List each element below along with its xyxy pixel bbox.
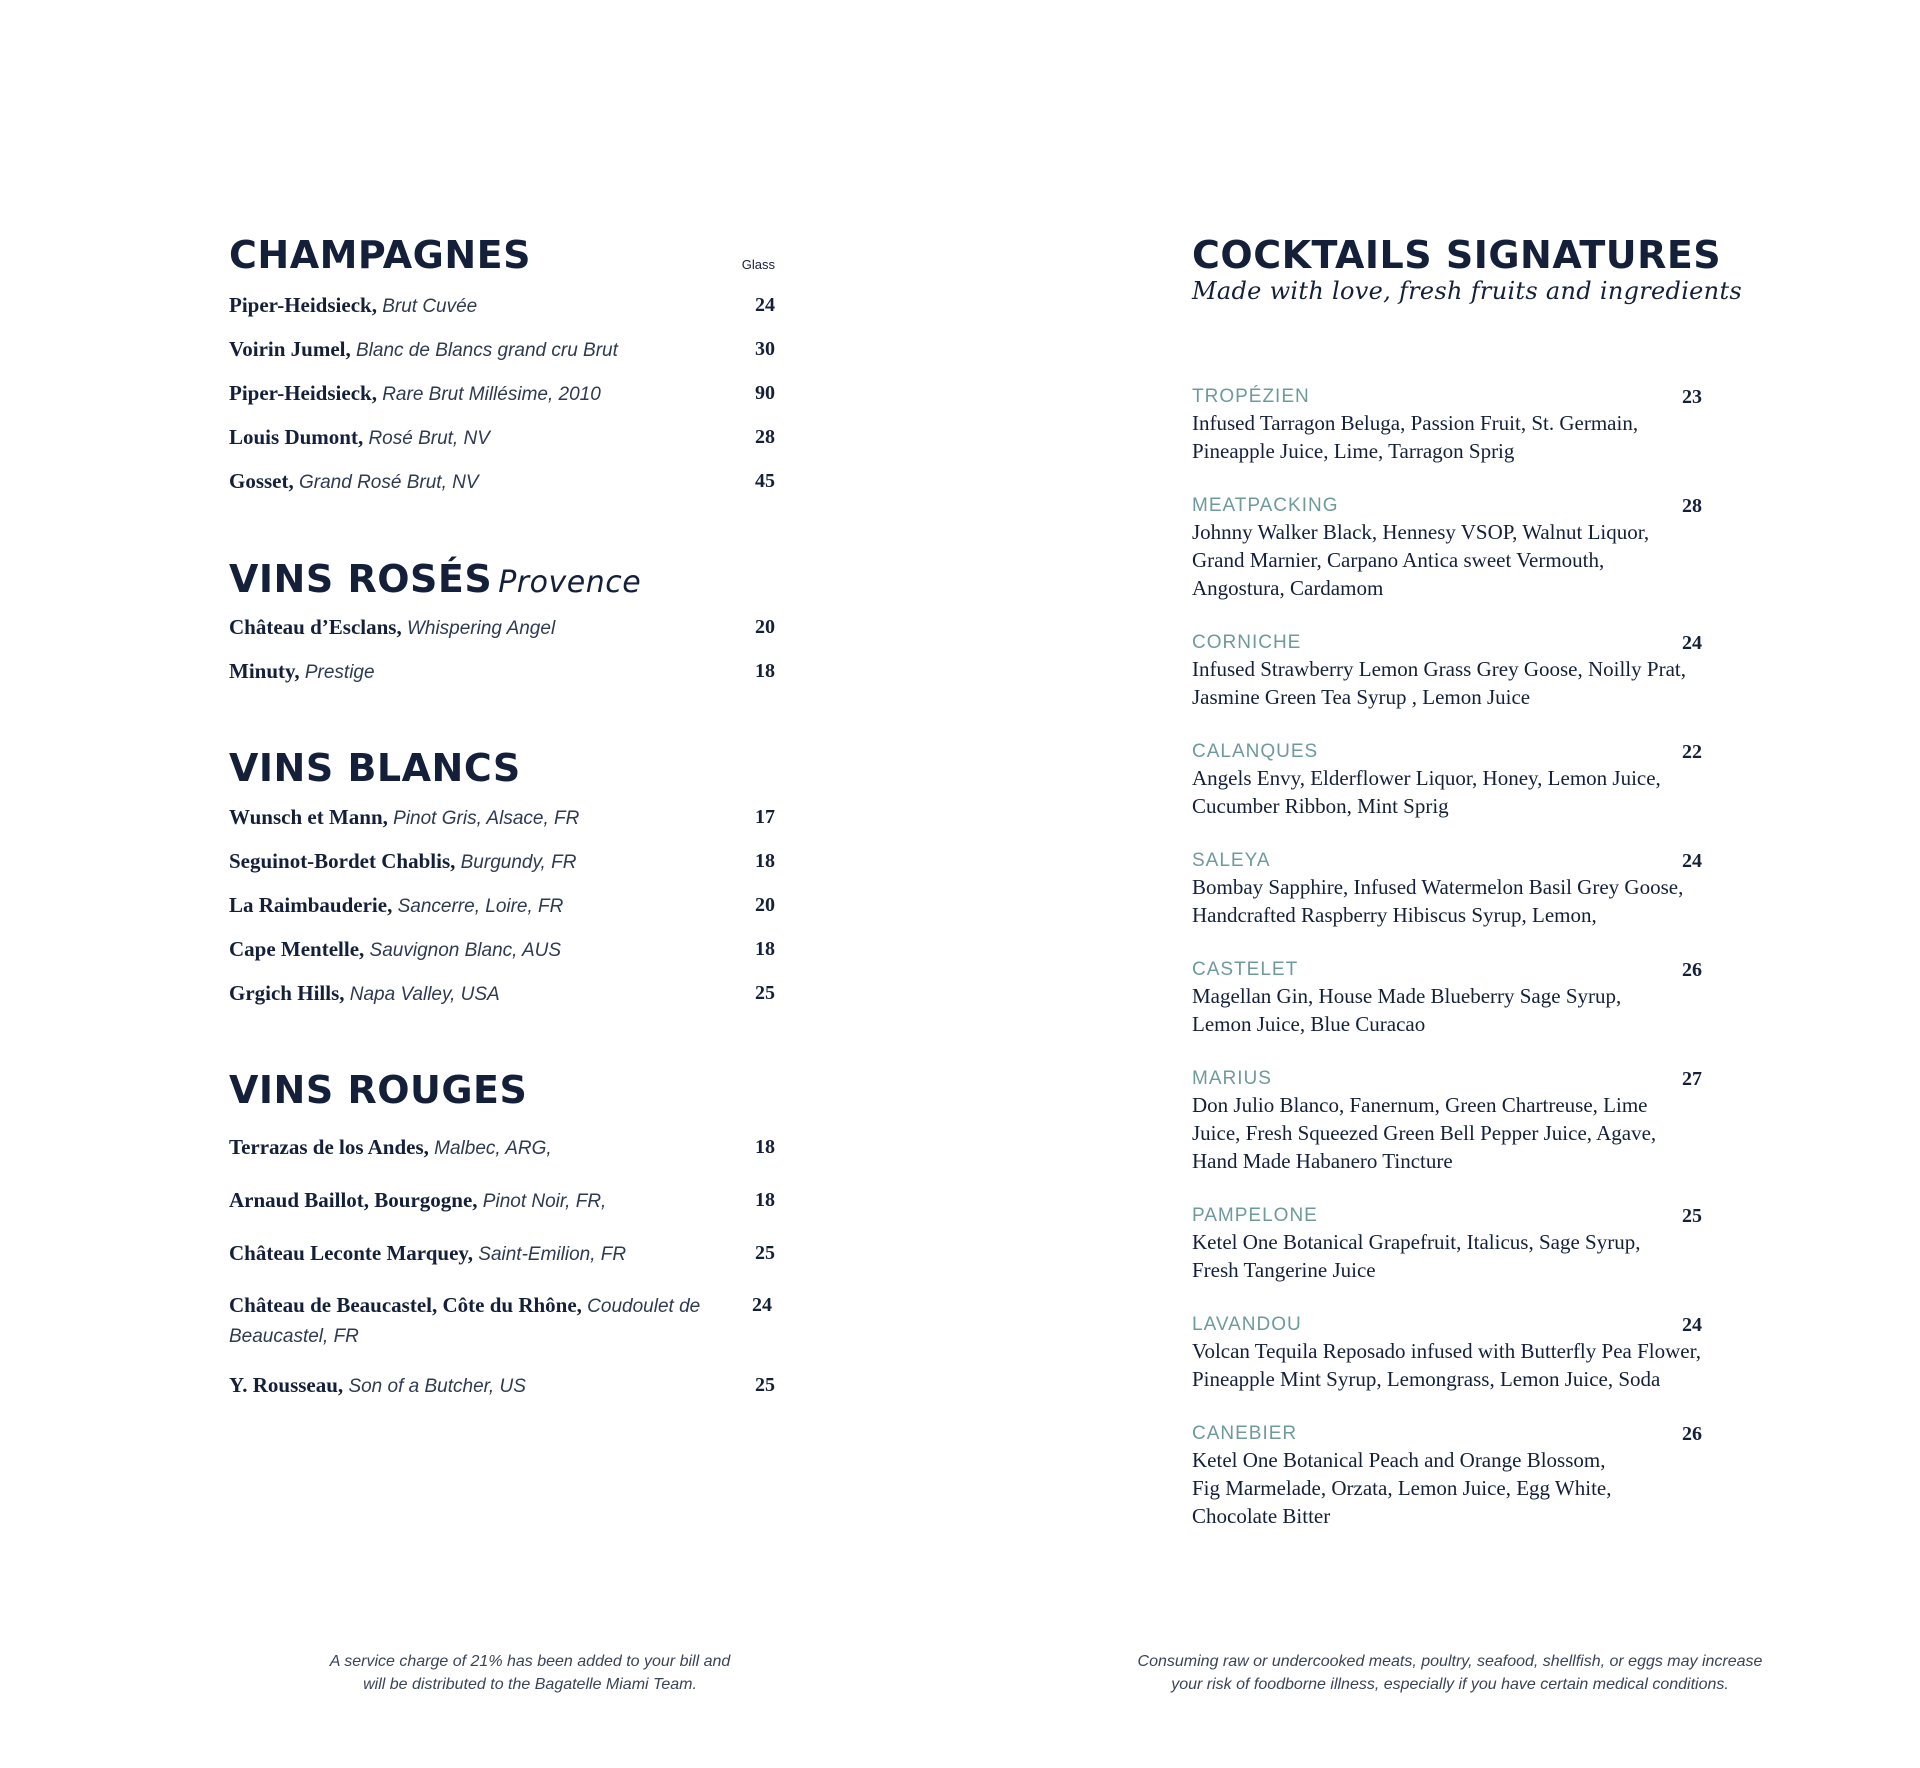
item-description: Blanc de Blancs grand cru Brut — [355, 340, 618, 361]
cocktail-price: 22 — [1682, 741, 1702, 763]
section-heading-cocktails: COCKTAILS SIGNATURES — [1192, 233, 1722, 277]
item-name: Château Leconte Marquey, — [229, 1241, 474, 1265]
description-line: Chocolate Bitter — [1192, 1504, 1331, 1528]
cocktail-price: 23 — [1682, 386, 1702, 408]
menu-item — [229, 335, 775, 365]
menu-item — [229, 613, 775, 643]
description-line: Angostura, Cardamom — [1192, 576, 1384, 600]
item-description: Prestige — [304, 662, 375, 683]
section-heading-champagnes: CHAMPAGNES — [229, 233, 532, 277]
item-name: Terrazas de los Andes, — [229, 1135, 429, 1159]
item-description: Saint-Emilion, FR — [478, 1244, 627, 1265]
cocktail-description — [1192, 409, 1702, 465]
section-heading-roses — [229, 557, 642, 601]
description-line: Ketel One Botanical Peach and Orange Blossom, — [1192, 1448, 1606, 1472]
item-description: Son of a Butcher, US — [348, 1376, 526, 1397]
description-line: Volcan Tequila Reposado infused with Butterfly Pea Flower, — [1192, 1339, 1701, 1363]
section-heading-rouges: VINS ROUGES — [229, 1068, 528, 1112]
item-description: Rosé Brut, NV — [368, 428, 490, 449]
item-price: 24 — [755, 294, 775, 316]
item-name: Louis Dumont, — [229, 425, 364, 449]
item-description: Coudoulet de Beaucastel, FR — [229, 1296, 701, 1347]
cocktail-description — [1192, 1091, 1702, 1175]
item-name: Château d’Esclans, — [229, 615, 402, 639]
cocktail-name: CANEBIER — [1192, 1423, 1298, 1444]
item-description: Sancerre, Loire, FR — [397, 896, 564, 917]
item-description: Sauvignon Blanc, AUS — [369, 940, 562, 961]
service-charge-note — [280, 1650, 780, 1696]
item-name: Seguinot-Bordet Chablis, — [229, 849, 456, 873]
menu-item — [229, 891, 775, 921]
description-line: Ketel One Botanical Grapefruit, Italicus, Sage Syrup, — [1192, 1230, 1641, 1254]
description-line: Infused Tarragon Beluga, Passion Fruit, St. Germain, — [1192, 411, 1639, 435]
note-line: will be distributed to the Bagatelle Miami Team. — [363, 1676, 697, 1693]
description-line: Magellan Gin, House Made Blueberry Sage Syrup, — [1192, 984, 1622, 1008]
note-line: A service charge of 21% has been added to your bill and — [329, 1653, 731, 1670]
description-line: Grand Marnier, Carpano Antica sweet Vermouth, — [1192, 548, 1605, 572]
description-line: Bombay Sapphire, Infused Watermelon Basil Grey Goose, — [1192, 875, 1684, 899]
item-description: Malbec, ARG, — [434, 1138, 552, 1159]
description-line: Don Julio Blanco, Fanernum, Green Chartreuse, Lime — [1192, 1093, 1648, 1117]
cocktail-name: PAMPELONE — [1192, 1205, 1318, 1226]
cocktail-name: TROPÉZIEN — [1192, 386, 1310, 407]
item-price: 18 — [755, 938, 775, 960]
cocktail-description — [1192, 1228, 1702, 1284]
cocktail-description — [1192, 982, 1702, 1038]
menu-item — [229, 1371, 775, 1401]
item-name: Piper-Heidsieck, — [229, 381, 377, 405]
note-line: Consuming raw or undercooked meats, poultry, seafood, shellfish, or eggs may increase — [1137, 1653, 1763, 1670]
cocktail-description — [1192, 764, 1702, 820]
menu-item — [229, 657, 775, 687]
cocktail-name: MARIUS — [1192, 1068, 1272, 1089]
cocktail-price: 24 — [1682, 632, 1702, 654]
cocktail-item — [1192, 849, 1702, 929]
item-description: Napa Valley, USA — [349, 984, 500, 1005]
item-name: Château de Beaucastel, Côte du Rhône, — [229, 1293, 582, 1317]
item-price: 18 — [755, 660, 775, 682]
item-price: 20 — [755, 894, 775, 916]
cocktail-item — [1192, 1067, 1702, 1175]
cocktail-price: 26 — [1682, 1423, 1702, 1445]
cocktail-description — [1192, 1337, 1702, 1393]
item-name: Grgich Hills, — [229, 981, 345, 1005]
description-line: Jasmine Green Tea Syrup , Lemon Juice — [1192, 685, 1531, 709]
section-title: VINS ROSÉS — [229, 557, 493, 601]
cocktail-price: 25 — [1682, 1205, 1702, 1227]
cocktail-item — [1192, 385, 1702, 465]
menu-item — [229, 291, 775, 321]
item-name: Gosset, — [229, 469, 294, 493]
menu-item — [229, 803, 775, 833]
menu-item — [229, 979, 775, 1009]
item-name: Cape Mentelle, — [229, 937, 365, 961]
description-line: Fig Marmelade, Orzata, Lemon Juice, Egg White, — [1192, 1476, 1612, 1500]
item-description: Grand Rosé Brut, NV — [299, 472, 479, 493]
item-description: Rare Brut Millésime, 2010 — [382, 384, 601, 405]
item-name: Arnaud Baillot, Bourgogne, — [229, 1188, 478, 1212]
note-line: your risk of foodborne illness, especially if you have certain medical conditions. — [1171, 1676, 1729, 1693]
description-line: Hand Made Habanero Tincture — [1192, 1149, 1453, 1173]
cocktail-price: 26 — [1682, 959, 1702, 981]
cocktail-description — [1192, 655, 1702, 711]
menu-item — [229, 379, 775, 409]
glass-column-label: Glass — [741, 257, 775, 272]
description-line: Juice, Fresh Squeezed Green Bell Pepper Juice, Agave, — [1192, 1121, 1657, 1145]
description-line: Handcrafted Raspberry Hibiscus Syrup, Lemon, — [1192, 903, 1597, 927]
cocktail-price: 27 — [1682, 1068, 1702, 1090]
menu-item — [229, 1291, 775, 1351]
cocktail-name: LAVANDOU — [1192, 1314, 1302, 1335]
cocktail-description — [1192, 518, 1702, 602]
cocktail-name: MEATPACKING — [1192, 495, 1339, 516]
cocktail-item — [1192, 740, 1702, 820]
item-price: 18 — [755, 1136, 775, 1158]
cocktail-price: 28 — [1682, 495, 1702, 517]
menu-item — [229, 847, 775, 877]
menu-item — [229, 467, 775, 497]
item-description: Pinot Gris, Alsace, FR — [393, 808, 580, 829]
item-price: 30 — [755, 338, 775, 360]
cocktail-item — [1192, 631, 1702, 711]
cocktail-name: SALEYA — [1192, 850, 1271, 871]
item-price: 28 — [755, 426, 775, 448]
section-heading-blancs: VINS BLANCS — [229, 746, 521, 790]
cocktail-name: CALANQUES — [1192, 741, 1319, 762]
cocktail-name: CASTELET — [1192, 959, 1299, 980]
item-price: 45 — [755, 470, 775, 492]
cocktail-item — [1192, 1422, 1702, 1530]
item-description: Pinot Noir, FR, — [482, 1191, 607, 1212]
cocktail-name: CORNICHE — [1192, 632, 1302, 653]
cocktail-item — [1192, 1313, 1702, 1393]
cocktails-tagline: Made with love, fresh fruits and ingredients — [1192, 277, 1743, 305]
description-line: Angels Envy, Elderflower Liquor, Honey, Lemon Juice, — [1192, 766, 1661, 790]
description-line: Lemon Juice, Blue Curacao — [1192, 1012, 1426, 1036]
food-safety-note — [1100, 1650, 1800, 1696]
description-line: Fresh Tangerine Juice — [1192, 1258, 1376, 1282]
item-description: Whispering Angel — [406, 618, 556, 639]
item-description: Brut Cuvée — [382, 296, 478, 317]
item-price: 25 — [755, 1242, 775, 1264]
item-price: 18 — [755, 1189, 775, 1211]
item-price: 24 — [752, 1294, 772, 1316]
cocktail-price: 24 — [1682, 1314, 1702, 1336]
cocktail-description — [1192, 1446, 1702, 1530]
cocktail-description — [1192, 873, 1702, 929]
item-price: 20 — [755, 616, 775, 638]
cocktail-item — [1192, 1204, 1702, 1284]
description-line: Pineapple Juice, Lime, Tarragon Sprig — [1192, 439, 1515, 463]
cocktail-item — [1192, 958, 1702, 1038]
description-line: Cucumber Ribbon, Mint Sprig — [1192, 794, 1449, 818]
item-price: 25 — [755, 982, 775, 1004]
cocktail-item — [1192, 494, 1702, 602]
section-subtitle: Provence — [498, 565, 642, 600]
menu-item — [229, 1186, 775, 1216]
item-price: 25 — [755, 1374, 775, 1396]
item-name: Piper-Heidsieck, — [229, 293, 377, 317]
item-name: Voirin Jumel, — [229, 337, 351, 361]
item-name: Wunsch et Mann, — [229, 805, 388, 829]
menu-item — [229, 935, 775, 965]
item-name: Y. Rousseau, — [229, 1373, 344, 1397]
menu-item — [229, 1133, 775, 1163]
description-line: Johnny Walker Black, Hennesy VSOP, Walnut Liquor, — [1192, 520, 1650, 544]
cocktail-price: 24 — [1682, 850, 1702, 872]
item-description: Burgundy, FR — [460, 852, 577, 873]
item-name: La Raimbauderie, — [229, 893, 393, 917]
item-price: 18 — [755, 850, 775, 872]
description-line: Pineapple Mint Syrup, Lemongrass, Lemon Juice, Soda — [1192, 1367, 1661, 1391]
item-price: 90 — [755, 382, 775, 404]
description-line: Infused Strawberry Lemon Grass Grey Goose, Noilly Prat, — [1192, 657, 1686, 681]
menu-item — [229, 1239, 775, 1269]
item-name: Minuty, — [229, 659, 300, 683]
item-price: 17 — [755, 806, 775, 828]
menu-item — [229, 423, 775, 453]
